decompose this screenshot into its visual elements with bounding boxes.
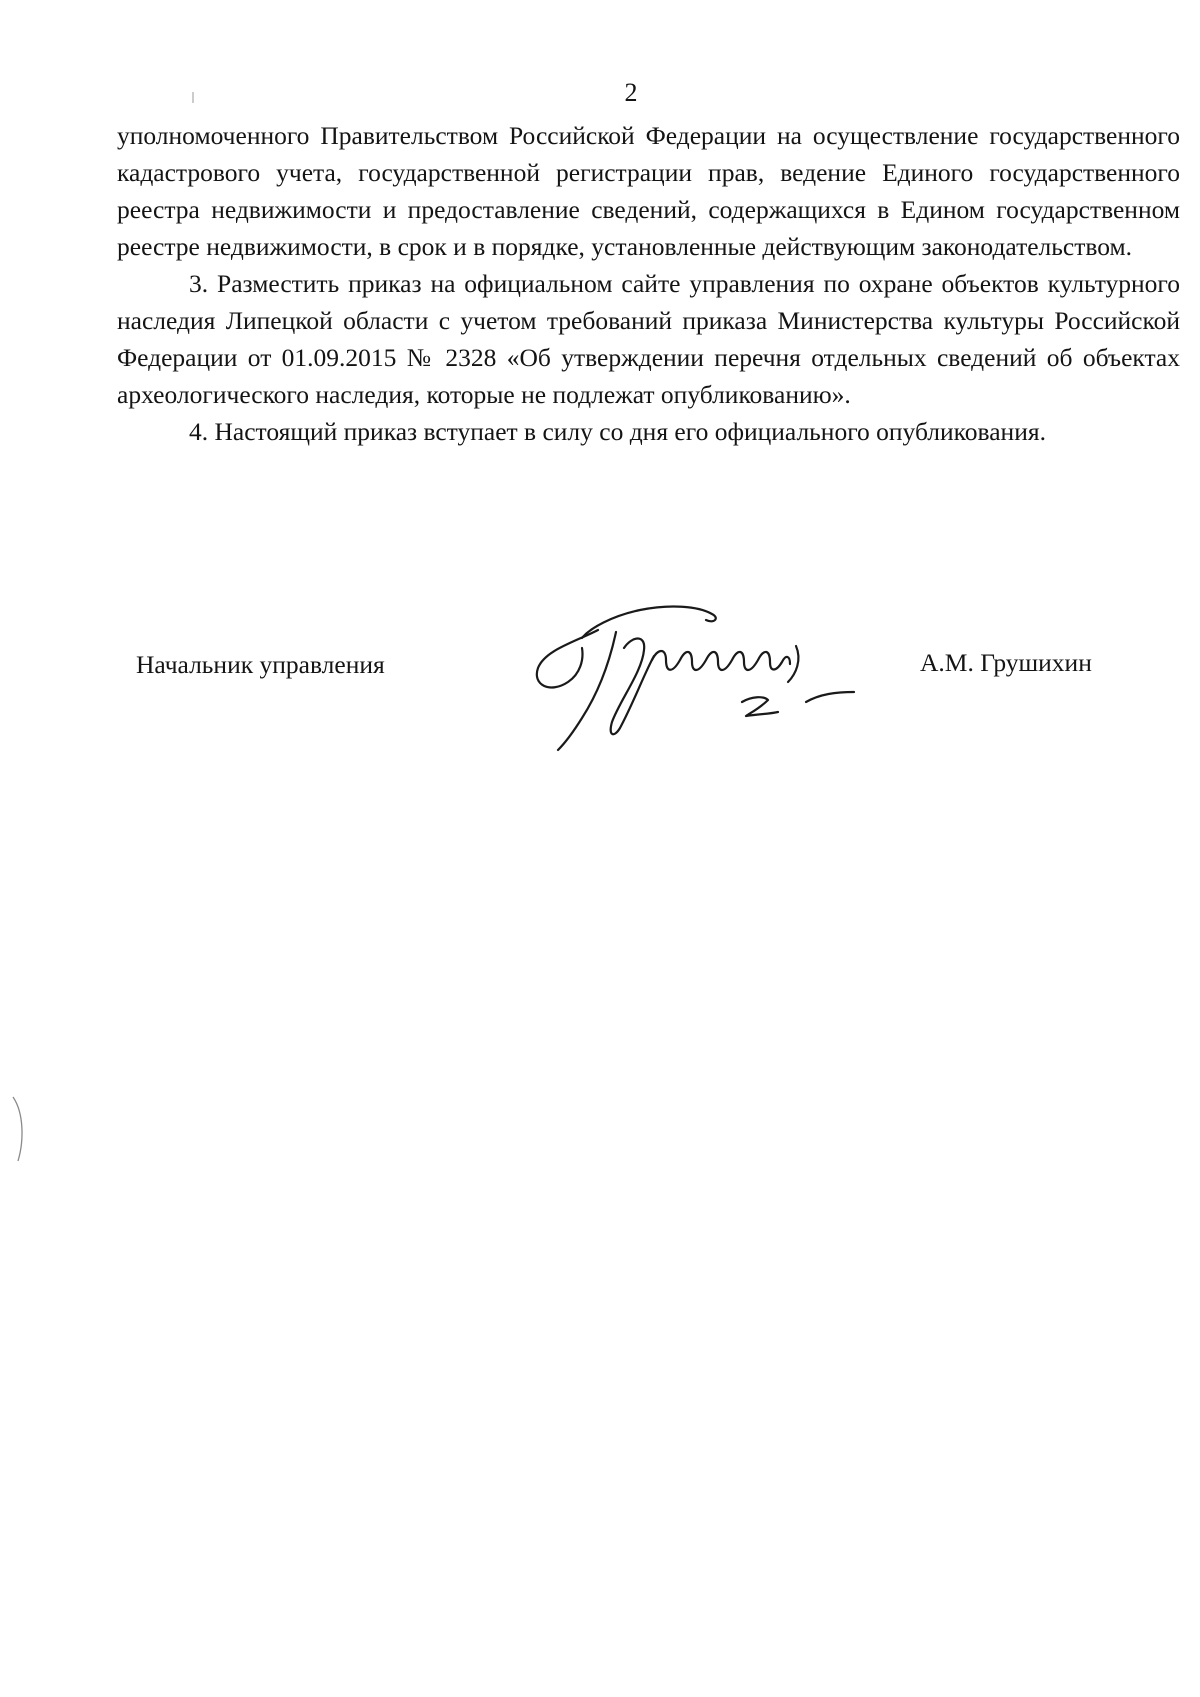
page-number: 2 — [624, 78, 638, 107]
signatory-position: Начальник управления — [136, 650, 385, 679]
paragraph-continuation: уполномоченного Правительством Российской Федерации на осуществление государственного кадастрового учета, государственной регистрации прав, ведение Единого государственного реестра недвижимости и предоставление сведений, содержащихся в Едином государственном реестре недвижимости, в срок и в порядке, установленные действующим законодательством. — [117, 121, 1180, 261]
scan-speck — [190, 90, 196, 106]
handwritten-signature — [520, 590, 880, 760]
paragraph-item-4: 4. Настоящий приказ вступает в силу со дня его официального опубликования. — [189, 417, 1046, 446]
signatory-name: А.М. Грушихин — [920, 648, 1092, 677]
document-body — [117, 117, 1180, 450]
scan-edge-mark — [10, 1095, 28, 1165]
paragraph-item-3: 3. Разместить приказ на официальном сайте управления по охране объектов культурного наследия Липецкой области с учетом требований приказа Министерства культуры Российской Федерации от 01.09.2015 № 2328 «Об утверждении перечня отдельных сведений об объектах археологического наследия, которые не подлежат опубликованию». — [117, 269, 1180, 409]
